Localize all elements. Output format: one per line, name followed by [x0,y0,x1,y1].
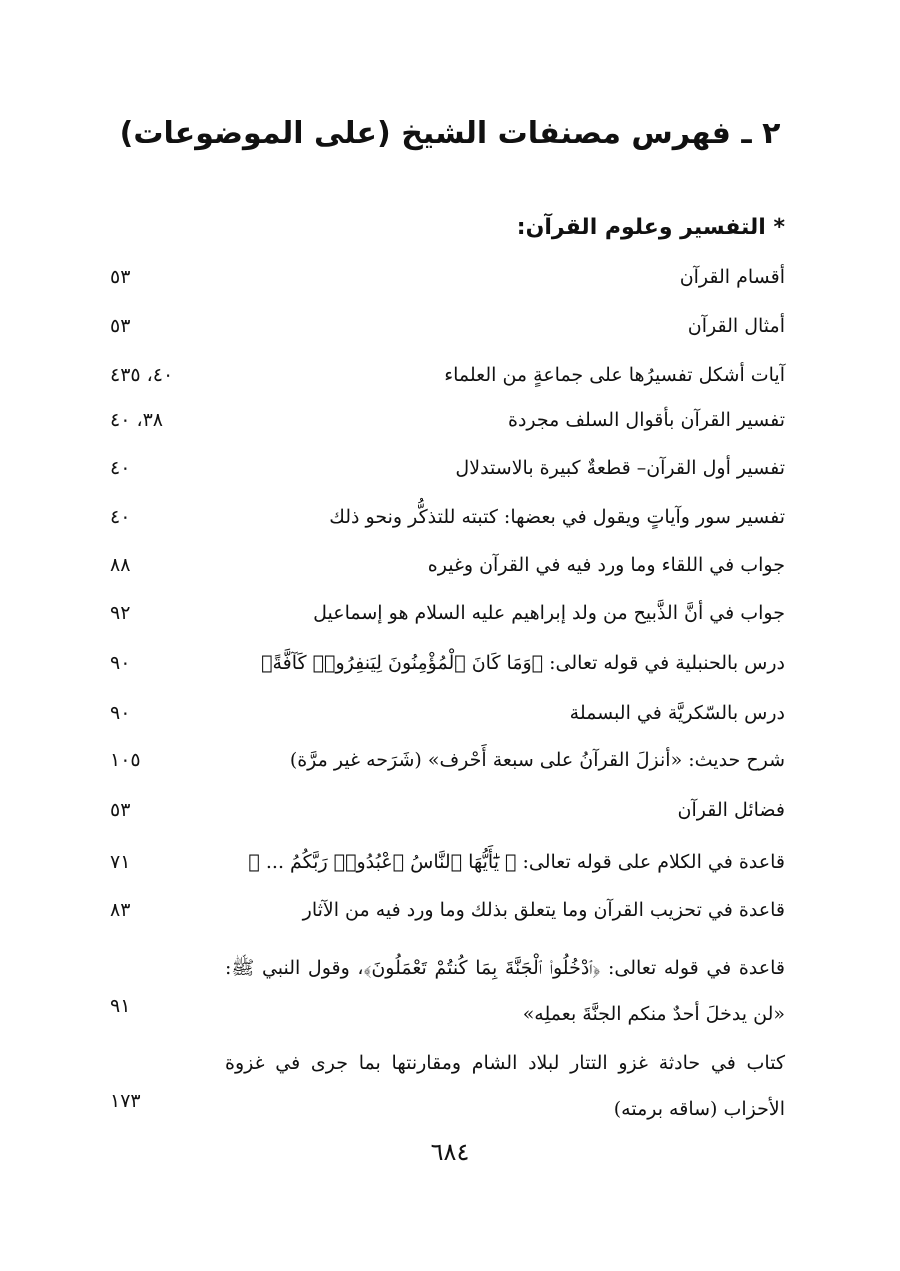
entry-pages: ٣٨، ٤٠ [110,409,164,431]
entry-topic: آيات أشكل تفسيرُها على جماعةٍ من العلماء [444,364,785,386]
entry-topic: كتاب في حادثة غزو التتار لبلاد الشام ومقارنتها بما جرى في غزوة الأحزاب (ساقه برمته) [225,1052,785,1120]
entry-pages: ٤٠ [110,457,131,479]
entry-pages: ٥٣ [110,315,131,337]
entry-pages: ٥٣ [110,799,131,821]
entry-topic: أمثال القرآن [687,315,785,337]
entry-topic: تفسير أول القرآن– قطعةٌ كبيرة بالاستدلال [455,457,785,479]
entry-topic: فضائل القرآن [677,799,785,821]
entry-topic: قاعدة في قوله تعالى: ﴿ٱدْخُلُوا۟ ٱلْجَنَّةَ بِمَا كُنتُمْ تَعْمَلُونَ﴾، وقول النبي ﷺ: «لن يدخلَ أحدٌ منكم الجنَّةَ بعملِه» [225,957,785,1025]
entry-pages: ٨٨ [110,554,131,576]
page-title: ٢ ـ فهرس مصنفات الشيخ (على الموضوعات) [119,116,781,151]
entry-pages: ١٠٥ [110,749,141,771]
entry-topic: شرح حديث: «أنزلَ القرآنُ على سبعة أَحْرف» (شَرَحه غير مرَّة) [289,749,785,771]
entry-pages: ١٧٣ [110,1090,141,1112]
entry-pages: ٩٢ [110,602,131,624]
entry-pages: ٤٠ [110,506,131,528]
section-heading: * التفسير وعلوم القرآن: [516,215,785,240]
entry-pages: ٩٠ [110,652,131,674]
entry-topic: قاعدة في تحزيب القرآن وما يتعلق بذلك وما ورد فيه من الآثار [302,899,785,921]
entry-pages: ٨٣ [110,899,131,921]
entry-topic: جواب في أنَّ الذَّبيح من ولد إبراهيم عليه السلام هو إسماعيل [313,602,785,624]
entry-topic: درس بالسّكريَّة في البسملة [569,702,785,724]
entry-topic: درس بالحنبلية في قوله تعالى: ﴿وَمَا كَانَ ٱلْمُؤْمِنُونَ لِيَنفِرُوا۟ كَآفَّةً﴾ [261,652,785,674]
entry-topic: جواب في اللقاء وما ورد فيه في القرآن وغيره [427,554,785,576]
entry-pages: ٤٠، ٤٣٥ [110,364,174,386]
page-number: ٦٨٤ [430,1138,470,1166]
entry-topic: تفسير سور وآياتٍ ويقول في بعضها: كتبته للتذكُّر ونحو ذلك [329,506,785,528]
entry-topic: تفسير القرآن بأقوال السلف مجردة [508,409,785,431]
entry-topic: أقسام القرآن [679,266,785,288]
entry-pages: ٩٠ [110,702,131,724]
entry-pages: ٩١ [110,995,131,1017]
entry-topic: قاعدة في الكلام على قوله تعالى: ﴿ يَٰٓأَيُّهَا ٱلنَّاسُ ٱعْبُدُوا۟ رَبَّكُمُ ... ﴾ [248,851,785,873]
entry-pages: ٧١ [110,851,131,873]
entry-pages: ٥٣ [110,266,131,288]
